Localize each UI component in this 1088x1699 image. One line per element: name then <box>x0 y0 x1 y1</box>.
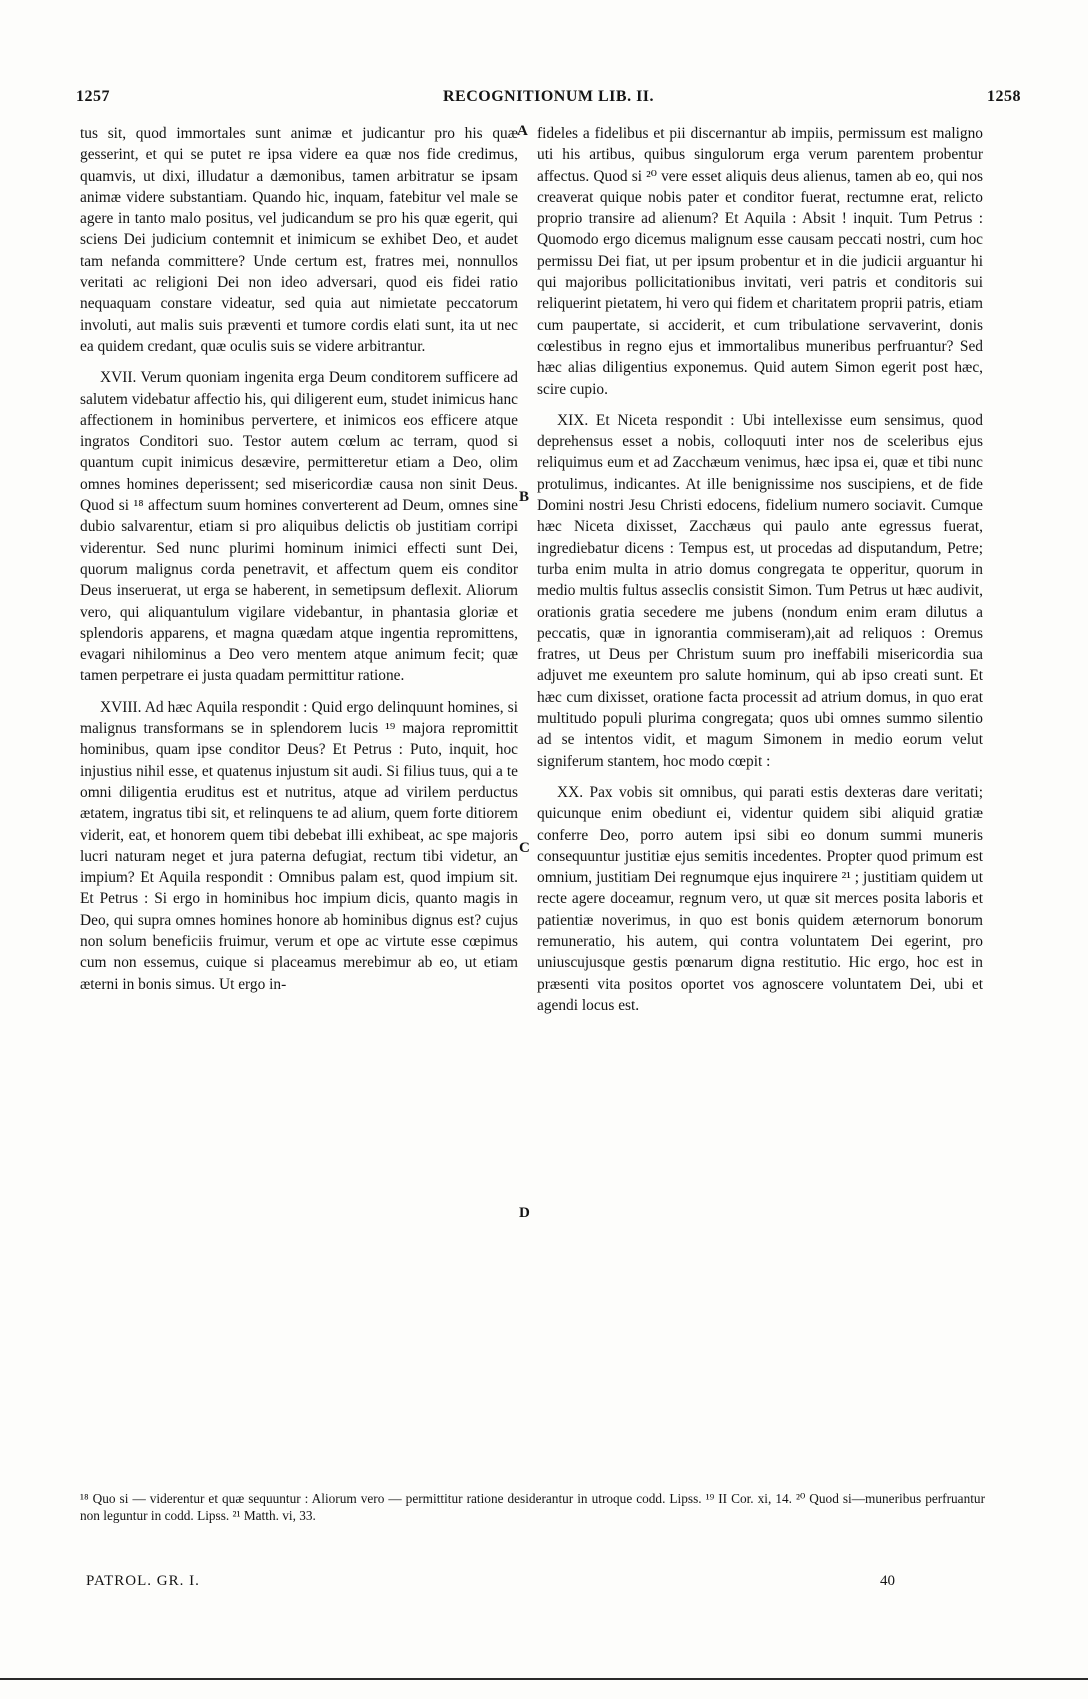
left-paragraph-3: XVIII. Ad hæc Aquila respondit : Quid ergo delinquunt homines, si malignus transformans se in splendorem lucis ¹⁹ majora repromittit hominibus, quam ipse conditor Deus? Et Petrus : Puto, inquit, hoc injustius nihil esse, et quatenus injustum sit audi. Si filius tuus, qui a te omni diligentia eruditus est et nutritus, atque ad virilem perductus ætatem, ingratus tibi sit, et relinquens te ad alium, quem forte ditiorem viderit, eat, et honorem quem tibi debebat illi exhibeat, ac spe majoris lucri naturam neget et jura paterna defugiat, rectum tibi videtur, an impium? Et Aquila respondit : Omnibus palam est, quod impium sit. Et Petrus : Si ergo in hominibus hoc impium dicis, quanto magis in Deo, qui supra omnes homines honore ab hominibus dignus est? cujus non solum beneficiis fruimur, verum et ope ac virtute esse cœpimus cum non essemus, cuique si placeamus merebimur ab eo, ut etiam æterni in bonis simus. Ut ergo in- <box>80 698 518 993</box>
left-column <box>80 123 518 995</box>
page-number-left: 1257 <box>76 88 110 105</box>
footnotes: ¹⁸ Quo si — viderentur et quæ sequuntur : Aliorum vero — permittitur ratione desiderantur in utroque codd. Lipss. ¹⁹ II Cor. xi, 14. ²⁰ Quod si—muneribus perfruantur non leguntur in codd. Lipss. ²¹ Matth. vi, 33. <box>80 1491 985 1523</box>
running-title: RECOGNITIONUM LIB. II. <box>442 88 655 105</box>
series-label: PATROL. GR. I. <box>86 1573 200 1589</box>
page-footer <box>76 1573 991 1597</box>
right-paragraph-2: XIX. Et Niceta respondit : Ubi intellexisse eum sensimus, quod deprehensus esset a nobis, colloquuti inter nos de sceleribus ejus reliquimus eum et ad Zacchæum venimus, hæc ipsa ei, quæ et tibi nunc protulimus, indicantes. At ille benignissime nos suscipiens, et de fide Domini nostri Jesu Christi edocens, fidelium numero sociavit. Cumque hæc Niceta dixisset, Zacchæus qui paulo ante egressus fuerat, ingrediebatur dicens : Tempus est, ut procedas ad disputandum, Petre; turba enim multa in atrio domus congregata te opperitur, quorum in medio multis fultus asseclis consistit Simon. Tum Petrus ut hæc audivit, orationis gratia secedere me jubens (nondum enim eram dilutus a peccatis, quæ in ignorantia commiseram),ait ad reliquos : Oremus fratres, ut Deus per Christum suum pro ineffabili misericordia sua adjuvet me exeuntem pro salute hominum, qui ab ipso creati sunt. Et hæc cum dixisset, oratione facta processit ad atrium domus, in quo erat multitudo populi plurima congregata; quos ubi omnes summo silentio ad se intentos vidit, et magum Simonem in medio eorum velut signiferum stantem, hoc modo cœpit : <box>537 411 983 770</box>
page-header <box>76 88 1021 118</box>
right-paragraph-1: fideles a fidelibus et pii discernantur ab impiis, permissum est maligno uti his artibus, quibus singulorum erga verum parentem probentur affectus. Quod si ²⁰ vere esset aliquis deus alienus, tamen ab eo, qui nos creaverat quique nobis pater et conditor fuerat, rectumne erat, relicto proprio transire ad alienum? Et Aquila : Absit ! inquit. Tum Petrus : Quomodo ergo dicemus malignum esse causam peccati nostri, cum hoc permissu Dei fiat, ut per ipsum probentur et in die judicii arguantur hi qui majoribus pollicitationibus invitati, veri patris et conditoris sui reliquerint pietatem, hi vero qui fidem et charitatem proprii patris, etiam cum paupertate, si acciderit, et cum tribulatione servaverint, donis cœlestibus in regno ejus et immortalibus muneribus perfruantur? Sed hæc alias diligentius exponemus. Quid autem Simon egerit post hæc, scire cupio. <box>537 125 983 398</box>
margin-marker-c: C <box>519 840 530 856</box>
left-paragraph-2: XVII. Verum quoniam ingenita erga Deum conditorem sufficere ad salutem videbatur affectio his, qui diligerent eum, studet inimicus hanc affectionem in hominibus pervertere, et inimicos eos efficere atque ingratos Conditori suo. Testor autem cœlum ac terram, quod si quantum cupit inimicus desævire, permitteretur etiam a Deo, olim omnes homines deperissent; sed misericordiæ causa non sinit Deus. Quod si ¹⁸ affectum suum homines converterent ad Deum, omnes sine dubio salvarentur, etiam si pro aliquibus delictis ob justitiam corripi viderentur. Sed nunc plurimi hominum inimici effecti sunt Dei, quorum malignus corda penetravit, et affectum quem eis conditor Deus inseruerat, ut erga se haberent, in semetipsum deflexit. Aliorum vero, qui aliquantulum vigilare videbantur, in phantasia gloriæ et splendoris apparens, et magna quædam atque ingentia repromittens, evagari nihilominus a Deo vero mentem atque animum fecit; quæ tamen perpetrare ei justa quadam permittitur ratione. <box>80 369 518 685</box>
page-number-right: 1258 <box>987 88 1021 105</box>
margin-marker-b: B <box>519 489 530 505</box>
signature-number: 40 <box>880 1573 895 1589</box>
margin-marker-a: A <box>517 123 528 139</box>
right-column <box>537 123 983 1016</box>
margin-marker-d: D <box>519 1205 530 1221</box>
bottom-rule <box>0 1678 1088 1680</box>
left-paragraph-1: tus sit, quod immortales sunt animæ et judicantur pro his quæ gesserint, et qui se putet re ipsa videre ea quæ nos fide credimus, quamvis, ut dixi, illudatur a dæmonibus, tamen arbitratur se ipsam animæ videre substantiam. Quando hic, inquam, fatebitur vel male se agere in tanto malo positus, vel judicandum se pro his quæ egerit, qui sciens Dei judicium contemnit et inimicum se exhibet Deo, et audet tam nefanda committere? Unde certum est, fratres mei, nonnullos veritati ac religioni Dei non ideo adversari, quod eis fidei ratio nequaquam constare videatur, sed quia aut nimietate peccatorum involuti, aut malis suis præventi et tumore cordis elati sunt, ita ut nec ea quidem credant, quæ oculis suis se videre arbitrantur. <box>80 125 518 355</box>
right-paragraph-3: XX. Pax vobis sit omnibus, qui parati estis dexteras dare veritati; quicunque enim obediunt ei, videntur quidem sibi aliquid gratiæ conferre Deo, porro autem ipsi sibi eo donum summi muneris consequuntur justitiæ ejus semitis incedentes. Propter quod primum est omnium, justitiam Dei regnumque ejus inquirere ²¹ ; justitiam quidem ut recte agere doceamur, regnum vero, ut quæ sit merces posita laboris et patientiæ noverimus, in quo est bonis quidem æternorum bonorum remuneratio, his autem, qui contra voluntatem Dei egerint, pro uniuscujusque gestis pœnarum digna restitutio. Hic ergo, hoc est in præsenti vita positos oportet vos agnoscere voluntatem Dei, ubi et agendi locus est. <box>537 783 983 1014</box>
